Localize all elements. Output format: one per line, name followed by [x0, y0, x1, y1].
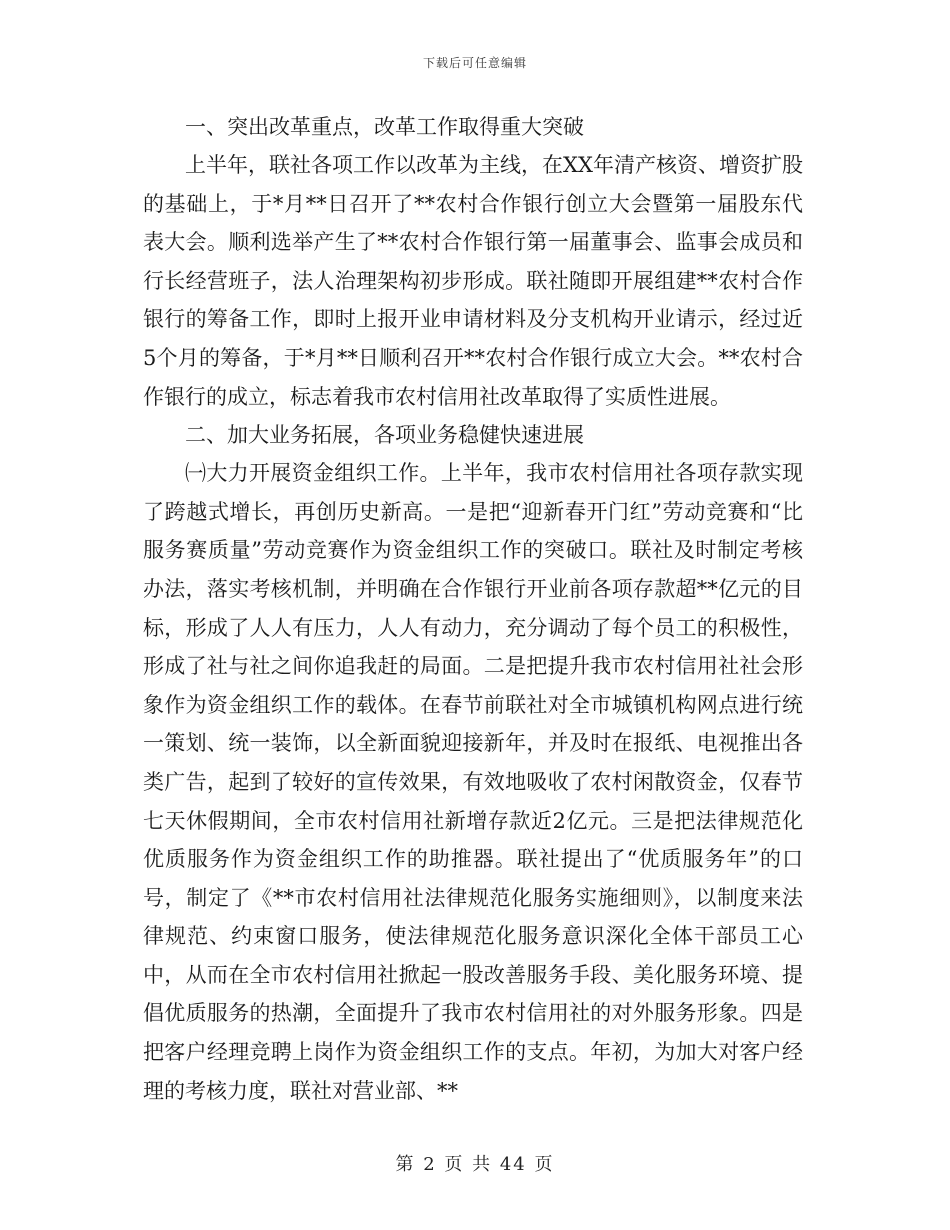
- paragraph-1: 上半年，联社各项工作以改革为主线，在XX年清产核资、增资扩股的基础上，于*月**日召开了**农村合作银行创立大会暨第一届股东代表大会。顺利选举产生了**农村合作银行第一届董事会、监事会成员和行长经营班子，法人治理架构初步形成。联社随即开展组建**农村合作银行的筹备工作，即时上报开业申请材料及分支机构开业请示，经过近5个月的筹备，于*月**日顺利召开**农村合作银行成立大会。**农村合作银行的成立，标志着我市农村信用社改革取得了实质性进展。: [143, 153, 803, 409]
- document-body: [143, 108, 803, 1110]
- paragraph-2: ㈠大力开展资金组织工作。上半年，我市农村信用社各项存款实现了跨越式增长，再创历史新高。一是把“迎新春开门红”劳动竞赛和“比服务赛质量”劳动竞赛作为资金组织工作的突破口。联社及时制定考核办法，落实考核机制，并明确在合作银行开业前各项存款超**亿元的目标，形成了人人有压力，人人有动力，充分调动了每个员工的积极性，形成了社与社之间你追我赶的局面。二是把提升我市农村信用社社会形象作为资金组织工作的载体。在春节前联社对全市城镇机构网点进行统一策划、统一装饰，以全新面貌迎接新年，并及时在报纸、电视推出各类广告，起到了较好的宣传效果，有效地吸收了农村闲散资金，仅春节七天休假期间，全市农村信用社新增存款近2亿元。三是把法律规范化优质服务作为资金组织工作的助推器。联社提出了“优质服务年”的口号，制定了《**市农村信用社法律规范化服务实施细则》，以制度来法律规范、约束窗口服务，使法律规范化服务意识深化全体干部员工心中，从而在全市农村信用社掀起一股改善服务手段、美化服务环境、提倡优质服务的热潮，全面提升了我市农村信用社的对外服务形象。四是把客户经理竞聘上岗作为资金组织工作的支点。年初，为加大对客户经理的考核力度，联社对营业部、**: [143, 461, 803, 1103]
- page-footer: 第 2 页 共 44 页: [395, 1154, 555, 1175]
- section-heading-2: 二、加大业务拓展，各项业务稳健快速进展: [185, 423, 584, 448]
- section-heading-1: 一、突出改革重点，改革工作取得重大突破: [185, 115, 584, 139]
- page-header: 下载后可任意编辑: [422, 56, 527, 70]
